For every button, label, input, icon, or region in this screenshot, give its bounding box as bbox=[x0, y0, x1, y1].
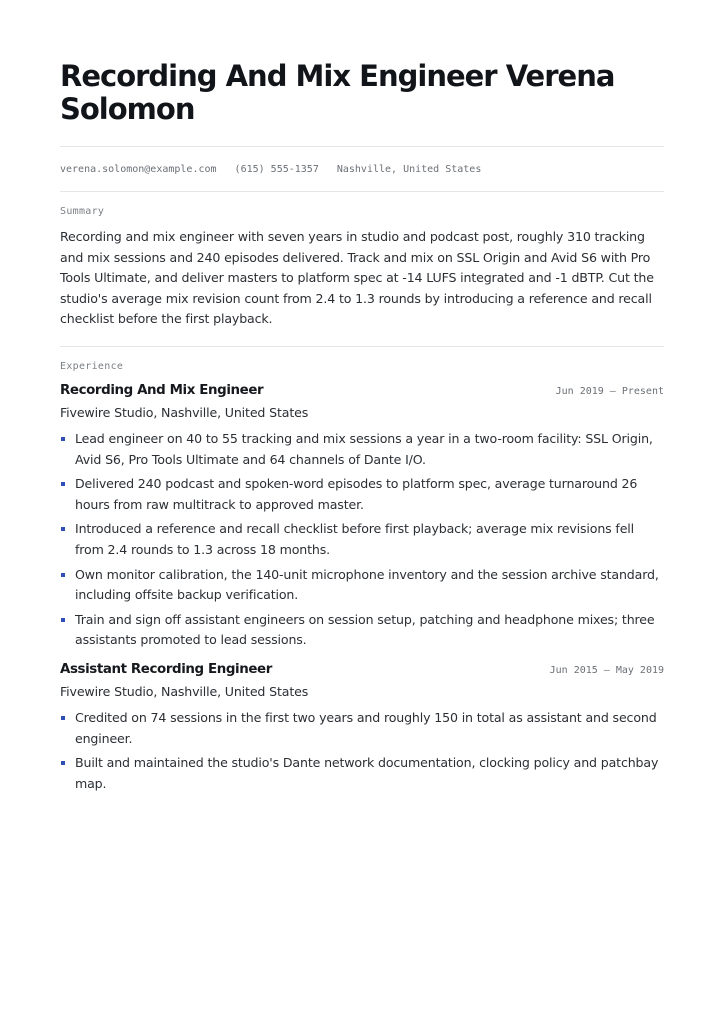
contact-email[interactable]: verena.solomon@example.com bbox=[60, 163, 217, 175]
summary-heading: Summary bbox=[60, 206, 105, 217]
list-item bbox=[60, 429, 664, 470]
job-title: Recording And Mix Engineer bbox=[60, 382, 264, 398]
bullet-square-icon bbox=[61, 618, 65, 622]
bullet-square-icon bbox=[61, 573, 65, 577]
list-item bbox=[60, 519, 664, 560]
list-item bbox=[60, 708, 664, 749]
bullet-text: Own monitor calibration, the 140-unit microphone inventory and the session archive standard, including offsite backup verification. bbox=[75, 566, 659, 603]
list-item bbox=[60, 610, 664, 651]
bullet-text: Lead engineer on 40 to 55 tracking and mix sessions a year in a two-room facility: SSL Origin, Avid S6, Pro Tools Ultimate and 64 channels of Dante I/O. bbox=[75, 430, 653, 467]
job-title: Assistant Recording Engineer bbox=[60, 661, 272, 677]
bullet-text: Delivered 240 podcast and spoken-word episodes to platform spec, average turnaround 26 hours from raw multitrack to approved master. bbox=[75, 476, 638, 512]
bullet-square-icon bbox=[61, 437, 65, 441]
experience-heading: Experience bbox=[60, 360, 124, 372]
job-organization: Fivewire Studio, Nashville, United States bbox=[60, 683, 309, 699]
job-dates: Jun 2019 — Present bbox=[555, 385, 664, 397]
job-entry bbox=[60, 662, 664, 794]
job-bullet-list bbox=[60, 429, 664, 651]
bullet-text: Introduced a reference and recall checklist before first playback; average mix revisions fell from 2.4 rounds to 1.3 across 18 months. bbox=[75, 521, 635, 557]
list-item bbox=[60, 753, 664, 794]
experience-section bbox=[60, 360, 664, 794]
bullet-square-icon bbox=[61, 482, 65, 486]
divider bbox=[60, 191, 664, 192]
list-item bbox=[60, 474, 664, 515]
bullet-square-icon bbox=[61, 761, 65, 765]
job-dates: Jun 2015 — May 2019 bbox=[549, 664, 664, 676]
page-title: Recording And Mix Engineer Verena Solomon bbox=[60, 59, 615, 126]
contact-phone[interactable]: (615) 555-1357 bbox=[234, 163, 319, 175]
bullet-text: Train and sign off assistant engineers on session setup, patching and headphone mixes; three assistants promoted to lead sessions. bbox=[75, 611, 655, 648]
bullet-text: Built and maintained the studio's Dante network documentation, clocking policy and patchbay map. bbox=[75, 755, 659, 791]
bullet-square-icon bbox=[61, 716, 65, 720]
contact-location: Nashville, United States bbox=[336, 163, 482, 175]
bullet-square-icon bbox=[61, 527, 65, 531]
job-organization: Fivewire Studio, Nashville, United States bbox=[60, 404, 309, 420]
job-header bbox=[60, 662, 664, 682]
bullet-text: Credited on 74 sessions in the first two years and roughly 150 in total as assistant and second engineer. bbox=[75, 709, 657, 746]
divider bbox=[60, 346, 664, 347]
job-header bbox=[60, 383, 664, 403]
job-entry bbox=[60, 383, 664, 651]
list-item bbox=[60, 565, 664, 606]
contact-line bbox=[60, 147, 664, 191]
summary-text: Recording and mix engineer with seven years in studio and podcast post, roughly 310 tracking and mix sessions and 240 episodes delivered. Track and mix on SSL Origin and Avid S6 with Pro Tools Ultimate, and deliver masters to platform spec at -14 LUFS integrated and -1 dBTP. Cut the studio's average mix revision count from 2.4 to 1.3 rounds by introducing a reference and recall checklist before the first playback. bbox=[60, 229, 654, 327]
job-bullet-list bbox=[60, 708, 664, 794]
summary-section bbox=[60, 205, 664, 330]
